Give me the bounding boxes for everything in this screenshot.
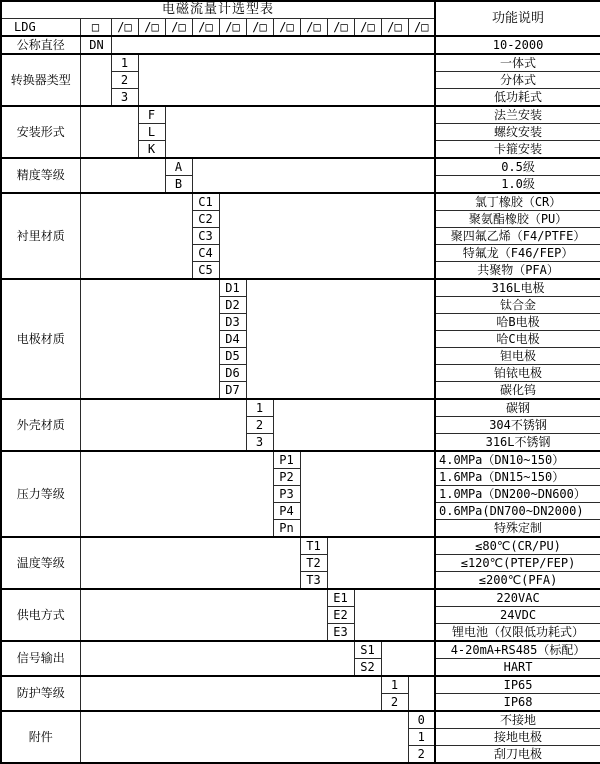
desc-cell: 4-20mA+RS485（标配） — [435, 641, 600, 659]
blank-cell — [111, 36, 435, 54]
model-slot-cell: /□ — [219, 19, 246, 37]
code-cell: C1 — [192, 193, 219, 211]
desc-cell: 碳钢 — [435, 399, 600, 417]
desc-cell: 4.0MPa（DN10~150） — [435, 451, 600, 469]
section-label: 转换器类型 — [1, 54, 80, 106]
desc-cell: 1.0MPa（DN200~DN600） — [435, 486, 600, 503]
model-slot-cell: /□ — [111, 19, 138, 37]
code-cell: C2 — [192, 211, 219, 228]
desc-cell: 聚四氟乙烯（F4/PTFE） — [435, 228, 600, 245]
desc-cell: ≤80℃(CR/PU) — [435, 537, 600, 555]
desc-cell: 一体式 — [435, 54, 600, 72]
desc-cell: 特殊定制 — [435, 520, 600, 538]
code-cell: 1 — [381, 676, 408, 694]
code-cell: DN — [80, 36, 111, 54]
model-slot-cell: /□ — [408, 19, 435, 37]
section-label: 信号输出 — [1, 641, 80, 676]
code-cell: D6 — [219, 365, 246, 382]
code-cell: S1 — [354, 641, 381, 659]
desc-cell: 螺纹安装 — [435, 124, 600, 141]
desc-cell: ≤200℃(PFA) — [435, 572, 600, 590]
code-cell: P3 — [273, 486, 300, 503]
blank-cell — [80, 589, 327, 641]
code-cell: P1 — [273, 451, 300, 469]
blank-cell — [165, 106, 435, 158]
desc-cell: 1.6MPa（DN15~150） — [435, 469, 600, 486]
model-slot-cell: /□ — [300, 19, 327, 37]
desc-cell: 铂铱电极 — [435, 365, 600, 382]
desc-cell: 刮刀电极 — [435, 746, 600, 764]
code-cell: T2 — [300, 555, 327, 572]
desc-cell: 1.0级 — [435, 176, 600, 194]
desc-cell: 哈B电极 — [435, 314, 600, 331]
desc-cell: HART — [435, 659, 600, 677]
section-label: 压力等级 — [1, 451, 80, 537]
blank-cell — [246, 279, 435, 399]
model-slot-cell: /□ — [273, 19, 300, 37]
section-label: 电极材质 — [1, 279, 80, 399]
code-cell: K — [138, 141, 165, 159]
model-slot-cell: /□ — [381, 19, 408, 37]
blank-cell — [273, 399, 435, 451]
code-cell: T1 — [300, 537, 327, 555]
desc-cell: 钽电极 — [435, 348, 600, 365]
model-slot-cell: /□ — [192, 19, 219, 37]
section-label: 温度等级 — [1, 537, 80, 589]
section-label: 防护等级 — [1, 676, 80, 711]
blank-cell — [80, 158, 165, 193]
section-label: 公称直径 — [1, 36, 80, 54]
desc-cell: 法兰安装 — [435, 106, 600, 124]
code-cell: D7 — [219, 382, 246, 400]
code-cell: Pn — [273, 520, 300, 538]
desc-cell: 低功耗式 — [435, 89, 600, 107]
desc-cell: 共聚物（PFA） — [435, 262, 600, 280]
code-cell: D4 — [219, 331, 246, 348]
code-cell: D2 — [219, 297, 246, 314]
desc-cell: 304不锈钢 — [435, 417, 600, 434]
code-cell: D3 — [219, 314, 246, 331]
desc-cell: ≤120℃(PTEP/FEP) — [435, 555, 600, 572]
code-cell: D1 — [219, 279, 246, 297]
desc-cell: 钛合金 — [435, 297, 600, 314]
function-column-header: 功能说明 — [435, 1, 600, 36]
desc-cell: 聚氨酯橡胶（PU） — [435, 211, 600, 228]
model-slot-cell: /□ — [246, 19, 273, 37]
desc-cell: 10-2000 — [435, 36, 600, 54]
blank-cell — [381, 641, 435, 676]
desc-cell: 卡箍安装 — [435, 141, 600, 159]
code-cell: 2 — [408, 746, 435, 764]
code-cell: D5 — [219, 348, 246, 365]
blank-cell — [80, 279, 219, 399]
code-cell: T3 — [300, 572, 327, 590]
code-cell: F — [138, 106, 165, 124]
code-cell: 1 — [246, 399, 273, 417]
code-cell: P2 — [273, 469, 300, 486]
code-cell: L — [138, 124, 165, 141]
code-cell: E2 — [327, 607, 354, 624]
desc-cell: 碳化钨 — [435, 382, 600, 400]
desc-cell: 316L不锈钢 — [435, 434, 600, 452]
desc-cell: 不接地 — [435, 711, 600, 729]
desc-cell: 0.5级 — [435, 158, 600, 176]
desc-cell: 220VAC — [435, 589, 600, 607]
blank-cell — [300, 451, 435, 537]
blank-cell — [80, 537, 300, 589]
code-cell: A — [165, 158, 192, 176]
code-cell: E1 — [327, 589, 354, 607]
code-cell: 0 — [408, 711, 435, 729]
code-cell: 3 — [246, 434, 273, 452]
table-title: 电磁流量计选型表 — [1, 1, 435, 19]
model-slot-cell: /□ — [354, 19, 381, 37]
desc-cell: 氯丁橡胶（CR） — [435, 193, 600, 211]
desc-cell: 24VDC — [435, 607, 600, 624]
code-cell: 2 — [381, 694, 408, 712]
code-cell: C5 — [192, 262, 219, 280]
desc-cell: 316L电极 — [435, 279, 600, 297]
blank-cell — [80, 711, 408, 763]
blank-cell — [327, 537, 435, 589]
blank-cell — [138, 54, 435, 106]
section-label: 安装形式 — [1, 106, 80, 158]
model-slot-cell: /□ — [327, 19, 354, 37]
code-cell: 1 — [111, 54, 138, 72]
blank-cell — [80, 193, 192, 279]
code-cell: E3 — [327, 624, 354, 642]
code-cell: B — [165, 176, 192, 194]
code-cell: P4 — [273, 503, 300, 520]
desc-cell: 分体式 — [435, 72, 600, 89]
desc-cell: IP68 — [435, 694, 600, 712]
code-cell: S2 — [354, 659, 381, 677]
desc-cell: IP65 — [435, 676, 600, 694]
code-cell: C3 — [192, 228, 219, 245]
model-code: LDG — [1, 19, 80, 37]
model-box-cell: □ — [80, 19, 111, 37]
desc-cell: 接地电极 — [435, 729, 600, 746]
code-cell: 3 — [111, 89, 138, 107]
blank-cell — [80, 106, 138, 158]
blank-cell — [80, 451, 273, 537]
blank-cell — [80, 676, 381, 711]
blank-cell — [80, 54, 111, 106]
section-label: 衬里材质 — [1, 193, 80, 279]
code-cell: 2 — [111, 72, 138, 89]
desc-cell: 哈C电极 — [435, 331, 600, 348]
model-slot-cell: /□ — [138, 19, 165, 37]
blank-cell — [192, 158, 435, 193]
blank-cell — [80, 641, 354, 676]
desc-cell: 锂电池（仅限低功耗式） — [435, 624, 600, 642]
blank-cell — [408, 676, 435, 711]
code-cell: 1 — [408, 729, 435, 746]
blank-cell — [354, 589, 435, 641]
model-slot-cell: /□ — [165, 19, 192, 37]
section-label: 外壳材质 — [1, 399, 80, 451]
section-label: 附件 — [1, 711, 80, 763]
section-label: 供电方式 — [1, 589, 80, 641]
blank-cell — [219, 193, 435, 279]
section-label: 精度等级 — [1, 158, 80, 193]
desc-cell: 特氟龙（F46/FEP） — [435, 245, 600, 262]
code-cell: 2 — [246, 417, 273, 434]
blank-cell — [80, 399, 246, 451]
code-cell: C4 — [192, 245, 219, 262]
desc-cell: 0.6MPa(DN700~DN2000) — [435, 503, 600, 520]
